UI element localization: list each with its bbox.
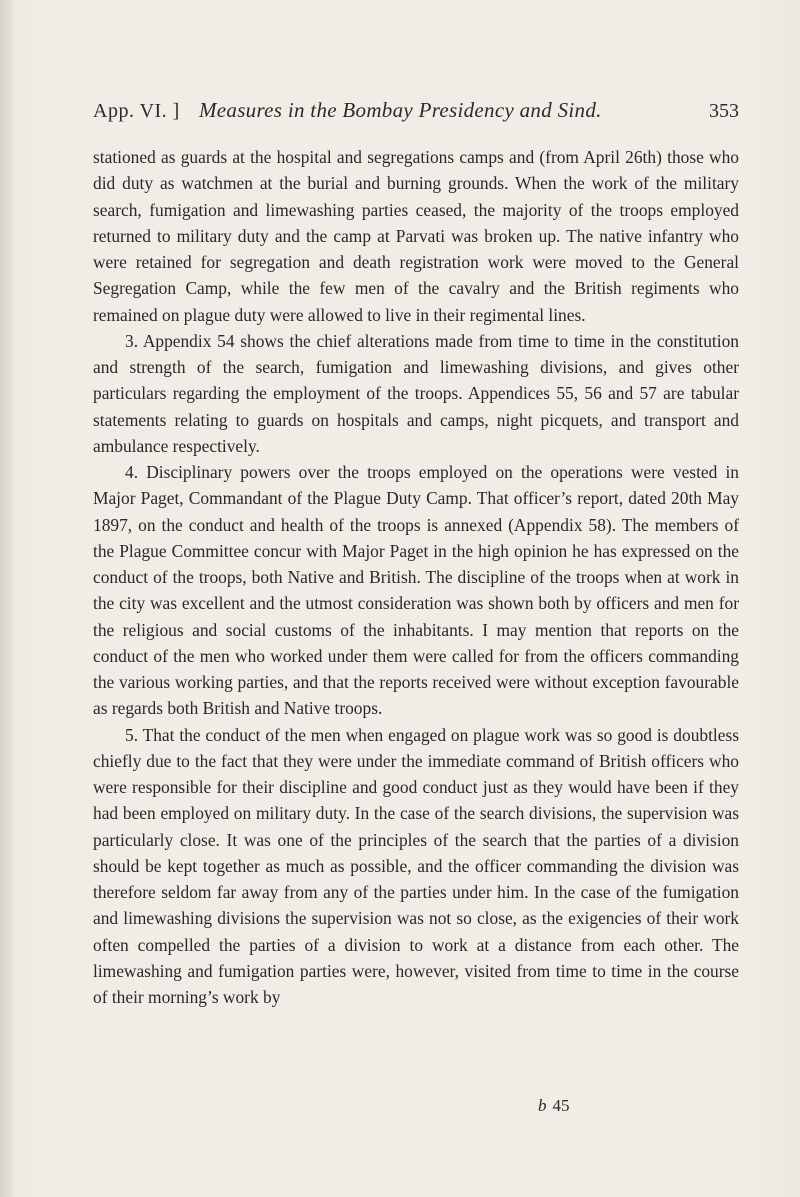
paragraph-continuation: stationed as guards at the hospital and segregations camps and (from April 26th) those who did duty as watchmen at the burial and burning grounds. When the work of the military search, fumigation and limewashing parties ceased, the majority of the troops employed returned to military duty and the camp at Parvati was broken up. The native infantry who were retained for segregation and death registration work were moved to the General Segregation Camp, while the few men of the cavalry and the British regiments who remained on plague duty were allowed to live in their regimental lines. bbox=[93, 147, 739, 325]
paragraph-3: 3. Appendix 54 shows the chief alterations made from time to time in the constitution and strength of the search, fumigation and limewashing divisions, and gives other particulars regarding the employment of the troops. Appendices 55, 56 and 57 are tabular statements relating to guards on hospitals and camps, night picquets, and transport and ambulance respectively. bbox=[93, 330, 739, 456]
binding-shadow bbox=[0, 0, 14, 1197]
signature-letter: b bbox=[538, 1096, 547, 1115]
paragraph-4: 4. Disciplinary powers over the troops employed on the operations were vested in Major Paget, Commandant of the Plague Duty Camp. That officer’s report, dated 20th May 1897, on the conduct and health of the troops is annexed (Appendix 58). The members of the Plague Committee concur with Major Paget in the high opinion he has expressed on the conduct of the troops, both Native and British. The discipline of the troops when at work in the city was excellent and the utmost consideration was shown both by officers and men for the religious and social customs of the inhabitants. I may mention that reports on the conduct of the men who worked under them were called for from the officers commanding the various working parties, and that the reports received were without exception favourable as regards both British and Native troops. bbox=[93, 462, 739, 719]
page-number: 353 bbox=[709, 100, 739, 122]
appendix-label: App. VI. ] bbox=[93, 100, 180, 122]
running-title: Measures in the Bombay Presidency and Sind. bbox=[199, 98, 602, 122]
paragraph-5: 5. That the conduct of the men when engaged on plague work was so good is doubtless chiefly due to the fact that they were under the immediate command of British officers who were responsible for their discipline and good conduct just as they would have been if they had been employed on military duty. In the case of the search divisions, the supervision was particularly close. It was one of the principles of the search that the parties of a division should be kept together as much as possible, and the officer commanding the division was therefore seldom far away from any of the parties under him. In the case of the fumigation and limewashing divisions the supervision was not so close, as the exigencies of their work often compelled the parties of a division to work at a distance from each other. The limewashing and fumigation parties were, however, visited from time to time in the course of their morning’s work by bbox=[93, 724, 739, 1007]
body-text bbox=[93, 144, 739, 1010]
running-header bbox=[93, 98, 739, 128]
signature-number: 45 bbox=[552, 1096, 570, 1115]
printer-signature-mark bbox=[538, 1096, 570, 1116]
